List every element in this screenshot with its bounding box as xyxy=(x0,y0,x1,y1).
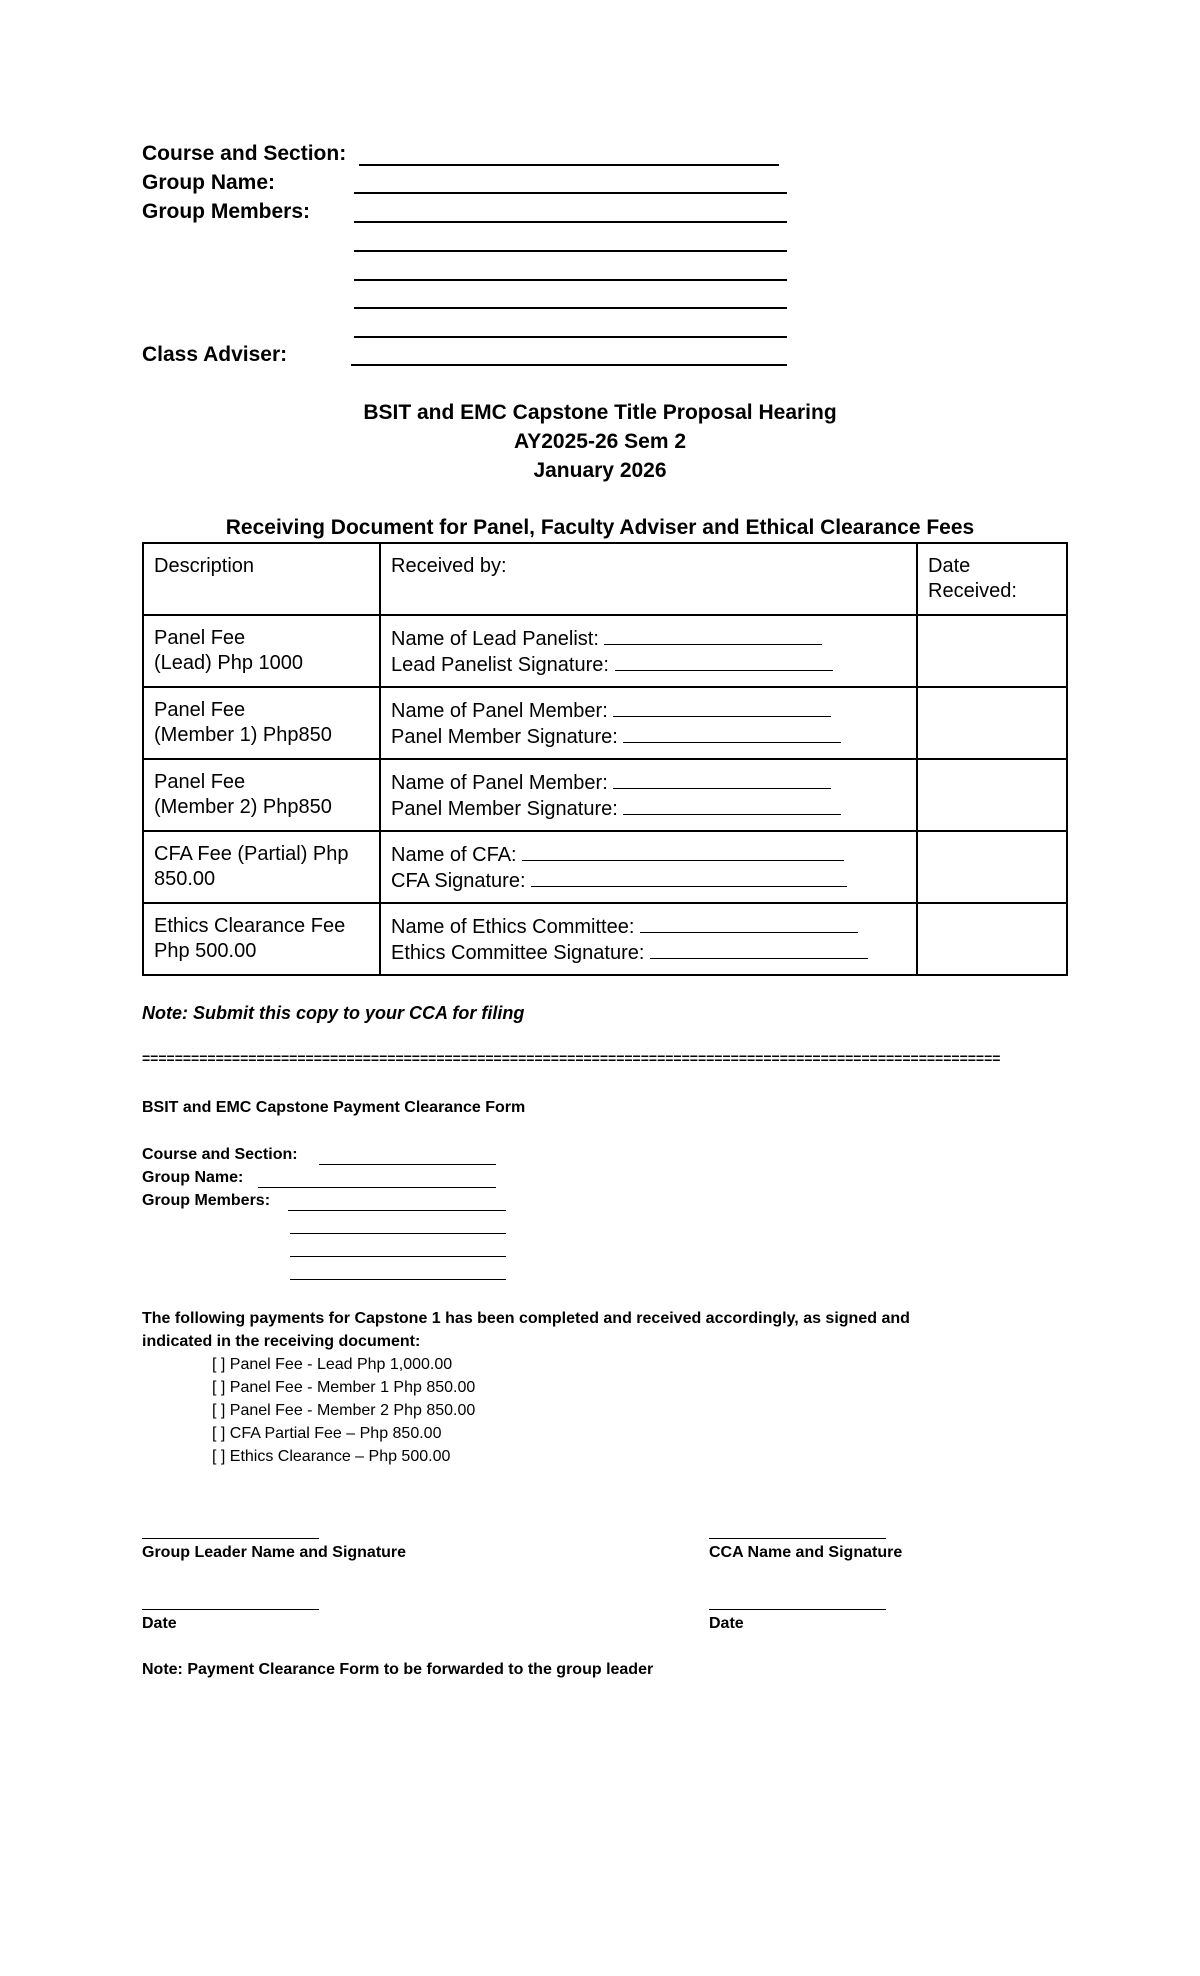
clearance-member-line-2[interactable] xyxy=(290,1233,506,1234)
table-row: CFA Fee (Partial) Php 850.00 Name of CFA: CFA Signature: xyxy=(143,831,1067,903)
signature-line xyxy=(604,626,822,645)
clearance-statement-1: The following payments for Capstone 1 has been completed and received accordingly, as signed and xyxy=(142,1310,910,1327)
course-section-label: Course and Section: xyxy=(142,142,347,165)
col-received-by: Received by: xyxy=(380,543,917,615)
table-row: Panel Fee (Lead) Php 1000 Name of Lead Panelist: Lead Panelist Signature: xyxy=(143,615,1067,687)
filing-note: Note: Submit this copy to your CCA for filing xyxy=(142,1003,525,1023)
course-section-line[interactable] xyxy=(359,164,779,166)
clearance-member-line-3[interactable] xyxy=(290,1256,506,1257)
clearance-course-label: Course and Section: xyxy=(142,1146,298,1163)
date-received-cell[interactable] xyxy=(917,759,1067,831)
signature-line xyxy=(613,698,831,717)
date-received-cell[interactable] xyxy=(917,687,1067,759)
clearance-members-label: Group Members: xyxy=(142,1192,271,1209)
group-name-line[interactable] xyxy=(354,192,787,194)
col-date-received: Date Received: xyxy=(917,543,1067,615)
signature-line xyxy=(613,770,831,789)
col-description: Description xyxy=(143,543,380,615)
signature-line xyxy=(615,652,833,671)
table-row: Panel Fee (Member 2) Php850 Name of Panel Member: Panel Member Signature: xyxy=(143,759,1067,831)
received-by-cell[interactable]: Name of Panel Member: Panel Member Signature: xyxy=(380,759,917,831)
signature-line xyxy=(531,868,847,887)
checklist-item[interactable]: [ ] Panel Fee - Member 1 Php 850.00 xyxy=(212,1379,476,1396)
received-by-cell[interactable]: Name of CFA: CFA Signature: xyxy=(380,831,917,903)
group-members-label: Group Members: xyxy=(142,200,311,223)
clearance-group-name-label: Group Name: xyxy=(142,1169,244,1186)
clearance-title: BSIT and EMC Capstone Payment Clearance Form xyxy=(142,1099,526,1116)
signature-line xyxy=(650,940,868,959)
class-adviser-line[interactable] xyxy=(351,364,787,366)
date-left-line[interactable] xyxy=(142,1609,319,1610)
date-right-label: Date xyxy=(709,1615,744,1632)
group-leader-sig-label: Group Leader Name and Signature xyxy=(142,1544,407,1561)
date-received-cell[interactable] xyxy=(917,903,1067,975)
cca-sig-label: CCA Name and Signature xyxy=(709,1544,903,1561)
group-member-line-1[interactable] xyxy=(354,221,787,223)
group-leader-sig-line[interactable] xyxy=(142,1538,319,1539)
date-received-cell[interactable] xyxy=(917,831,1067,903)
receiving-heading: Receiving Document for Panel, Faculty Adviser and Ethical Clearance Fees xyxy=(225,516,975,539)
table-header-row xyxy=(143,543,1067,615)
hearing-date: January 2026 xyxy=(533,459,667,482)
clearance-group-name-line[interactable] xyxy=(258,1187,496,1188)
clearance-member-line-1[interactable] xyxy=(288,1210,506,1211)
receiving-table xyxy=(142,542,1068,976)
hearing-title: BSIT and EMC Capstone Title Proposal Hearing xyxy=(363,401,837,424)
academic-year: AY2025-26 Sem 2 xyxy=(513,430,687,453)
cca-sig-line[interactable] xyxy=(709,1538,886,1539)
received-by-cell[interactable]: Name of Ethics Committee: Ethics Committee Signature: xyxy=(380,903,917,975)
group-member-line-2[interactable] xyxy=(354,250,787,252)
checklist-item[interactable]: [ ] Panel Fee - Member 2 Php 850.00 xyxy=(212,1402,476,1419)
clearance-member-line-4[interactable] xyxy=(290,1279,506,1280)
signature-line xyxy=(623,796,841,815)
received-by-cell[interactable]: Name of Lead Panelist: Lead Panelist Signature: xyxy=(380,615,917,687)
signature-line xyxy=(640,914,858,933)
clearance-statement-2: indicated in the receiving document: xyxy=(142,1333,421,1350)
date-right-line[interactable] xyxy=(709,1609,886,1610)
date-received-cell[interactable] xyxy=(917,615,1067,687)
group-name-label: Group Name: xyxy=(142,171,276,194)
received-by-cell[interactable]: Name of Panel Member: Panel Member Signature: xyxy=(380,687,917,759)
group-member-line-4[interactable] xyxy=(354,307,787,309)
separator: ========================================================================================================= xyxy=(142,1050,1001,1066)
class-adviser-label: Class Adviser: xyxy=(142,343,288,366)
signature-line xyxy=(623,724,841,743)
checklist-item[interactable]: [ ] Ethics Clearance – Php 500.00 xyxy=(212,1448,451,1465)
checklist-item[interactable]: [ ] Panel Fee - Lead Php 1,000.00 xyxy=(212,1356,453,1373)
group-member-line-3[interactable] xyxy=(354,279,787,281)
forwarding-note: Note: Payment Clearance Form to be forwarded to the group leader xyxy=(142,1661,654,1678)
signature-line xyxy=(522,842,844,861)
table-row: Ethics Clearance Fee Php 500.00 Name of Ethics Committee: Ethics Committee Signature: xyxy=(143,903,1067,975)
date-left-label: Date xyxy=(142,1615,177,1632)
group-member-line-5[interactable] xyxy=(354,336,787,338)
checklist-item[interactable]: [ ] CFA Partial Fee – Php 850.00 xyxy=(212,1425,442,1442)
clearance-course-line[interactable] xyxy=(319,1164,496,1165)
table-row: Panel Fee (Member 1) Php850 Name of Panel Member: Panel Member Signature: xyxy=(143,687,1067,759)
